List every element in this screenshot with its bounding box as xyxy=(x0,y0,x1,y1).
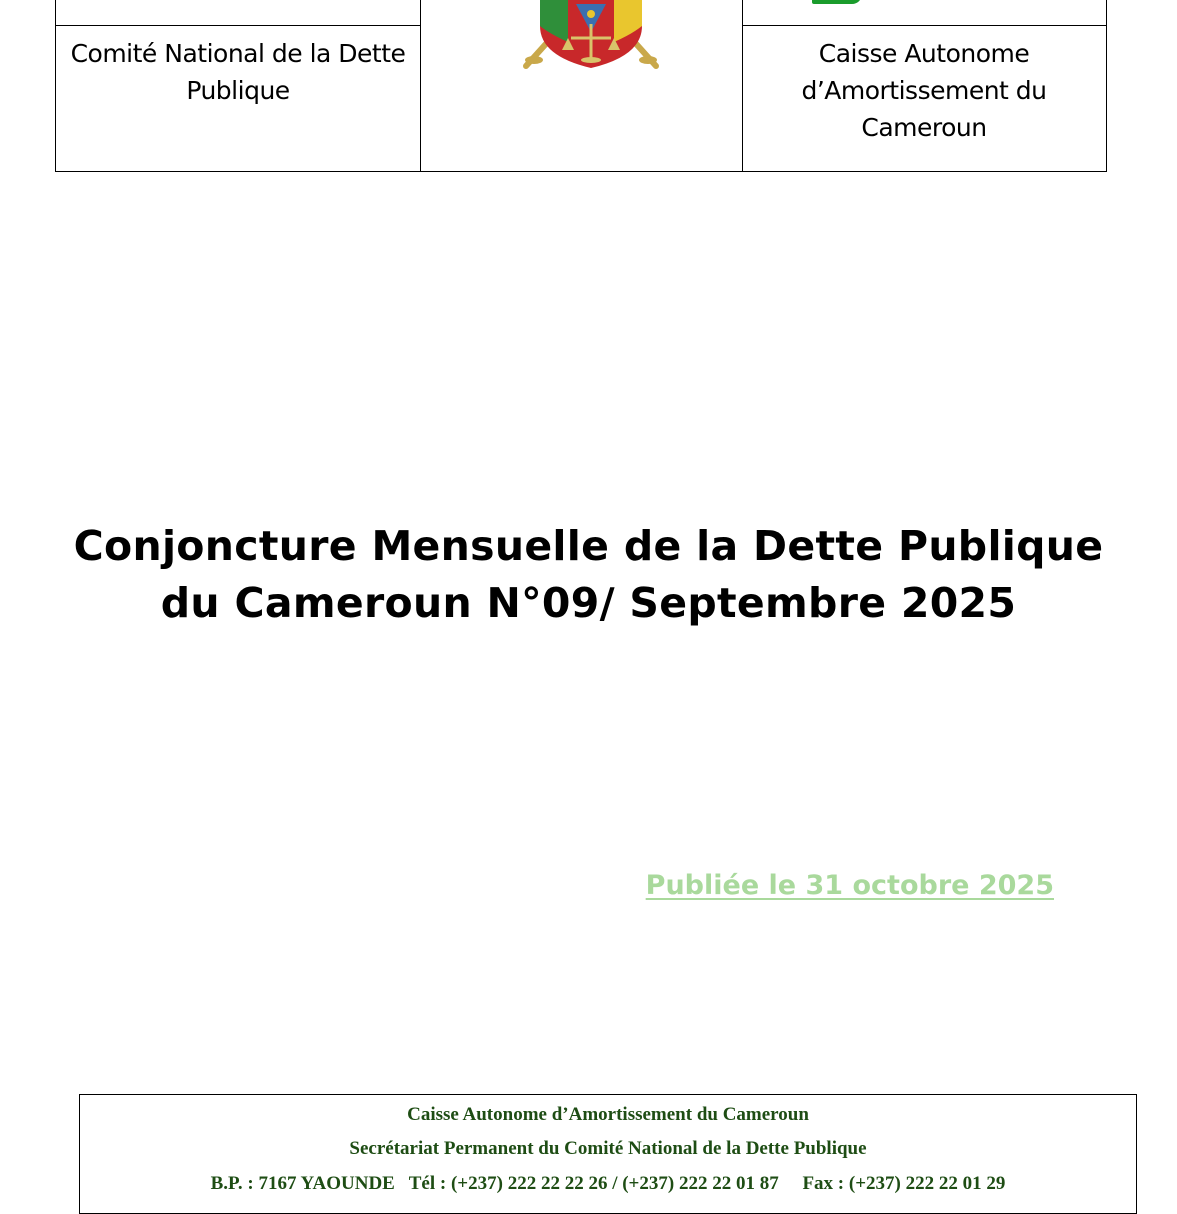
publication-date: Publiée le 31 octobre 2025 xyxy=(645,870,1054,901)
footer-line-contact: B.P. : 7167 YAOUNDE Tél : (+237) 222 22 22 26 / (+237) 222 22 01 87 Fax : (+237) 222 22 01 29 xyxy=(210,1173,1006,1194)
footer-line-secretariat: Secrétariat Permanent du Comité National de la Dette Publique xyxy=(349,1138,867,1159)
right-org-name: Caisse Autonome d’Amortissement du Cameroun xyxy=(801,39,1047,142)
title-line-2: du Cameroun N°09/ Septembre 2025 xyxy=(160,579,1017,627)
footer-line-org: Caisse Autonome d’Amortissement du Cameroun xyxy=(407,1104,809,1125)
header-cell-right xyxy=(742,25,1107,172)
header-cell-left-top xyxy=(55,0,421,26)
caa-logo-icon xyxy=(812,0,862,4)
header-cell-right-top xyxy=(742,0,1107,26)
coat-of-arms-icon xyxy=(516,0,666,74)
left-org-name: Comité National de la Dette Publique xyxy=(70,39,406,105)
header-cell-left xyxy=(55,25,421,172)
title-line-1: Conjoncture Mensuelle de la Dette Publique xyxy=(73,522,1104,570)
footer-contact-box xyxy=(79,1094,1137,1214)
document-title xyxy=(60,518,1117,632)
